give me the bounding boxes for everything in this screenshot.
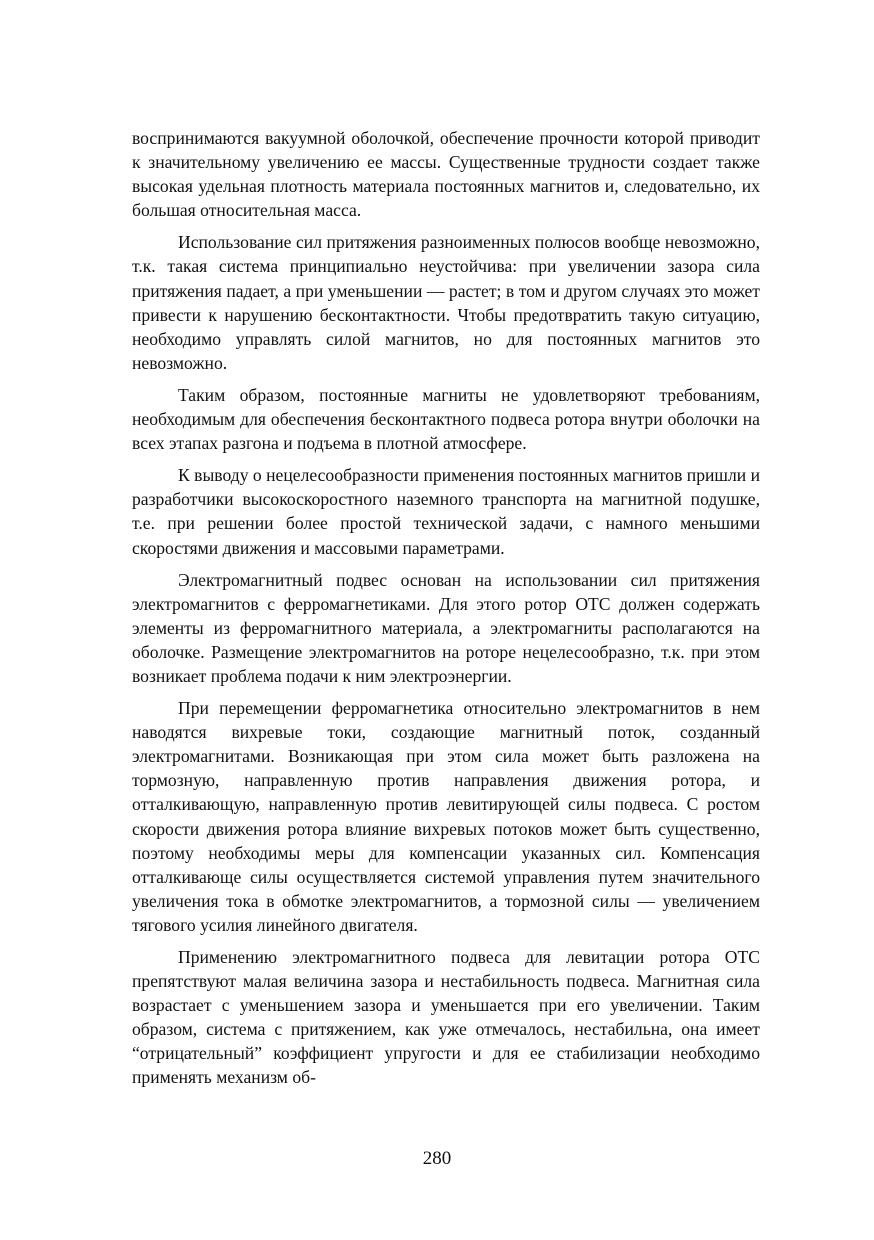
paragraph-3: Таким образом, постоянные магниты не удовлетворяют требованиям, необходимым для обеспечения бесконтактного подвеса ротора внутри оболочки на всех этапах разгона и подъема в плотной атмосфере. bbox=[132, 384, 760, 454]
page-number: 280 bbox=[422, 1148, 452, 1169]
paragraph-7: Применению электромагнитного подвеса для левитации ротора ОТС препятствуют малая величина зазора и нестабильность подвеса. Магнитная сила возрастает с уменьшением зазора и уменьшается при его увеличении. Таким образом, система с притяжением, как уже отмечалось, нестабильна, она имеет “отрицательный” коэффициент упругости и для ее стабилизации необходимо применять механизм об- bbox=[132, 947, 760, 1088]
paragraph-6: При перемещении ферромагнетика относительно электромагнитов в нем наводятся вихревые токи, создающие магнитный поток, созданный электромагнитами. Возникающая при этом сила может быть разложена на тормозную, направленную против направления движения ротора, и отталкивающую, направленную против левитирующей силы подвеса. С ростом скорости движения ротора влияние вихревых потоков может быть существенно, поэтому необходимы меры для компенсации указанных сил. Компенсация отталкивающе силы осуществляется системой управления путем значительного увеличения тока в обмотке электромагнитов, а тормозной силы — увеличением тягового усилия линейного двигателя. bbox=[132, 698, 760, 935]
paragraph-4: К выводу о нецелесообразности применения постоянных магнитов пришли и разработчики высокоскоростного наземного транспорта на магнитной подушке, т.е. при решении более простой технической задачи, с намного меньшими скоростями движения и массовыми параметрами. bbox=[132, 465, 760, 558]
paragraph-5: Электромагнитный подвес основан на использовании сил притяжения электромагнитов с ферромагнетиками. Для этого ротор ОТС должен содержать элементы из ферромагнитного материала, а электромагниты располагаются на оболочке. Размещение электромагнитов на роторе нецелесообразно, т.к. при этом возникает проблема подачи к ним электроэнергии. bbox=[132, 569, 760, 686]
paragraph-2: Использование сил притяжения разноименных полюсов вообще невозможно, т.к. такая система принципиально неустойчива: при увеличении зазора сила притяжения падает, а при уменьшении — растет; в том и другом случаях это может привести к нарушению бесконтактности. Чтобы предотвратить такую ситуацию, необходимо управлять силой магнитов, но для постоянных магнитов это невозможно. bbox=[132, 232, 760, 373]
paragraph-1: воспринимаются вакуумной оболочкой, обеспечение прочности которой приводит к значительному увеличению ее массы. Существенные трудности создает также высокая удельная плотность материала постоянных магнитов и, следовательно, их большая относительная масса. bbox=[132, 128, 760, 221]
page-body bbox=[132, 126, 760, 1126]
